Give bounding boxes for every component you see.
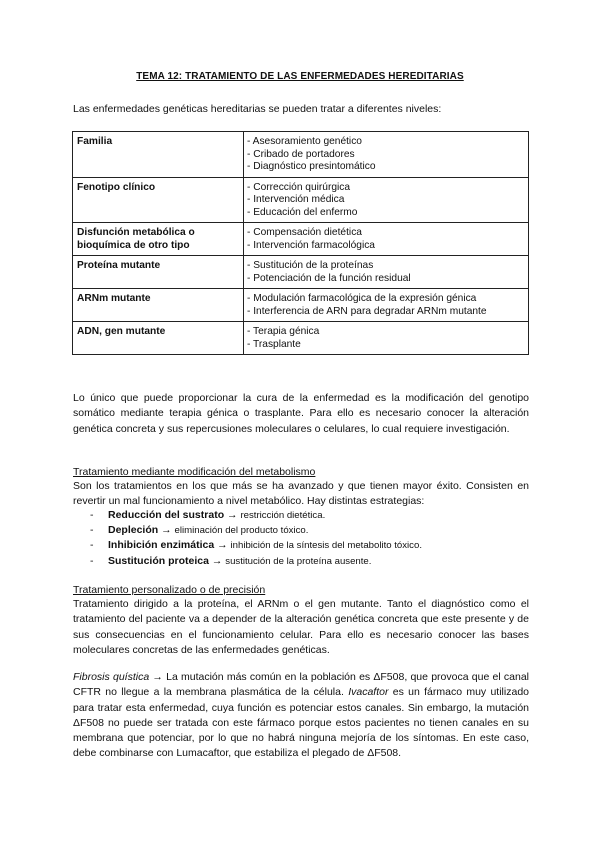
option-item: - Terapia génica <box>247 326 320 337</box>
fibrosis-text-2: es un fármaco muy utilizado para tratar esta enfermedad, cuya función es potenciar estos canales. Sin embargo, la mutación ΔF508 no puede ser tratada con este fármaco porque estos pacientes no tienen canales en su membrana que potenciar, por lo que no habrá ninguna mejoría de los síntomas. En este caso, debe combinarse con Lumacaftor, que estabiliza el plegado de ΔF508. <box>73 686 529 760</box>
options-cell <box>244 223 529 256</box>
list-item <box>73 538 422 553</box>
table-row <box>73 132 529 178</box>
document-title: TEMA 12: TRATAMIENTO DE LAS ENFERMEDADES HEREDITARIAS <box>136 71 464 82</box>
option-item: - Cribado de portadores <box>247 148 355 160</box>
option-item: - Interferencia de ARN para degradar ARNm mutante <box>247 305 487 317</box>
options-cell <box>244 132 529 178</box>
strategy-desc: inhibición de la síntesis del metabolito tóxico. <box>230 540 422 552</box>
disease-name: Fibrosis quística <box>73 671 150 683</box>
option-item: - Asesoramiento genético <box>247 136 362 147</box>
bullet-dash: - <box>90 554 94 567</box>
precision-heading: Tratamiento personalizado o de precisión <box>73 584 266 596</box>
bullet-dash: - <box>90 509 94 521</box>
level-cell: Disfunción metabólica o bioquímica de otro tipo <box>73 223 244 256</box>
precision-text: Tratamiento dirigido a la proteína, el ARNm o el gen mutante. Tanto el diagnóstico como el tratamiento del paciente va a depender de la alteración genética concreta que este presente y de sus consecuencias en el funcionamiento celular. Para ello es necesario conocer las bases moleculares concretas de las enfermedades genéticas. <box>73 598 529 656</box>
bullet-dash: - <box>90 539 94 552</box>
arrow: → <box>227 509 238 521</box>
option-item: - Intervención farmacológica <box>247 239 375 251</box>
fibrosis-paragraph <box>73 670 529 762</box>
strategy-desc: restricción dietética. <box>240 510 326 521</box>
table-row <box>73 177 529 223</box>
list-item <box>73 554 422 569</box>
metabolism-heading: Tratamiento mediante modificación del metabolismo <box>73 466 316 478</box>
strategy-term: Inhibición enzimática <box>108 539 215 552</box>
cure-paragraph: Lo único que puede proporcionar la cura de la enfermedad es la modificación del genotipo somático mediante terapia génica o trasplante. Para ello es necesario conocer la alteración genética concreta y sus repercusiones moleculares o celulares, lo cual requiere investigación. <box>73 392 529 435</box>
bullet-dash: - <box>90 524 94 537</box>
strategy-desc: sustitución de la proteína ausente. <box>225 555 372 567</box>
strategy-desc: eliminación del producto tóxico. <box>174 525 309 537</box>
level-cell: ADN, gen mutante <box>73 322 244 355</box>
fibrosis-text-1: → La mutación más común en la población es ΔF508, que provoca que el canal CFTR no llegue a la membrana plasmática de la célula. <box>73 671 530 699</box>
arrow: → <box>211 554 223 567</box>
level-cell: Proteína mutante <box>73 256 244 289</box>
table-row <box>73 256 529 289</box>
options-cell <box>244 289 529 322</box>
option-item: - Sustitución de la proteínas <box>247 260 374 271</box>
strategy-term: Sustitución proteica <box>108 554 209 567</box>
option-item: - Compensación dietética <box>247 227 362 238</box>
table-row <box>73 223 529 256</box>
option-item: - Trasplante <box>247 338 301 350</box>
metabolism-text: Son los tratamientos en los que más se ha avanzado y que tienen mayor éxito. Consisten en revertir un mal funcionamiento a nivel metabólico. Hay distintas estrategias: <box>73 480 529 508</box>
level-cell: Fenotipo clínico <box>73 177 244 223</box>
option-item: - Modulación farmacológica de la expresión génica <box>247 293 477 304</box>
strategy-term: Reducción del sustrato <box>108 509 225 521</box>
list-item <box>73 508 422 523</box>
arrow: → <box>161 524 172 537</box>
option-item: - Corrección quirúrgica <box>247 181 351 193</box>
table-row <box>73 322 529 355</box>
option-item: - Potenciación de la función residual <box>247 272 411 284</box>
level-cell: Familia <box>73 132 244 178</box>
option-item: - Intervención médica <box>247 194 345 205</box>
options-cell <box>244 322 529 355</box>
options-cell <box>244 177 529 223</box>
treatment-levels-table <box>72 131 529 355</box>
level-cell: ARNm mutante <box>73 289 244 322</box>
intro-text: Las enfermedades genéticas hereditarias se pueden tratar a diferentes niveles: <box>73 103 442 115</box>
option-item: - Educación del enfermo <box>247 206 358 218</box>
options-cell <box>244 256 529 289</box>
table-row <box>73 289 529 322</box>
arrow: → <box>217 539 228 552</box>
strategy-term: Depleción <box>108 524 159 537</box>
option-item: - Diagnóstico presintomático <box>247 161 376 172</box>
drug-name: Ivacaftor <box>348 686 389 699</box>
list-item <box>73 523 422 538</box>
strategy-list <box>73 508 422 569</box>
